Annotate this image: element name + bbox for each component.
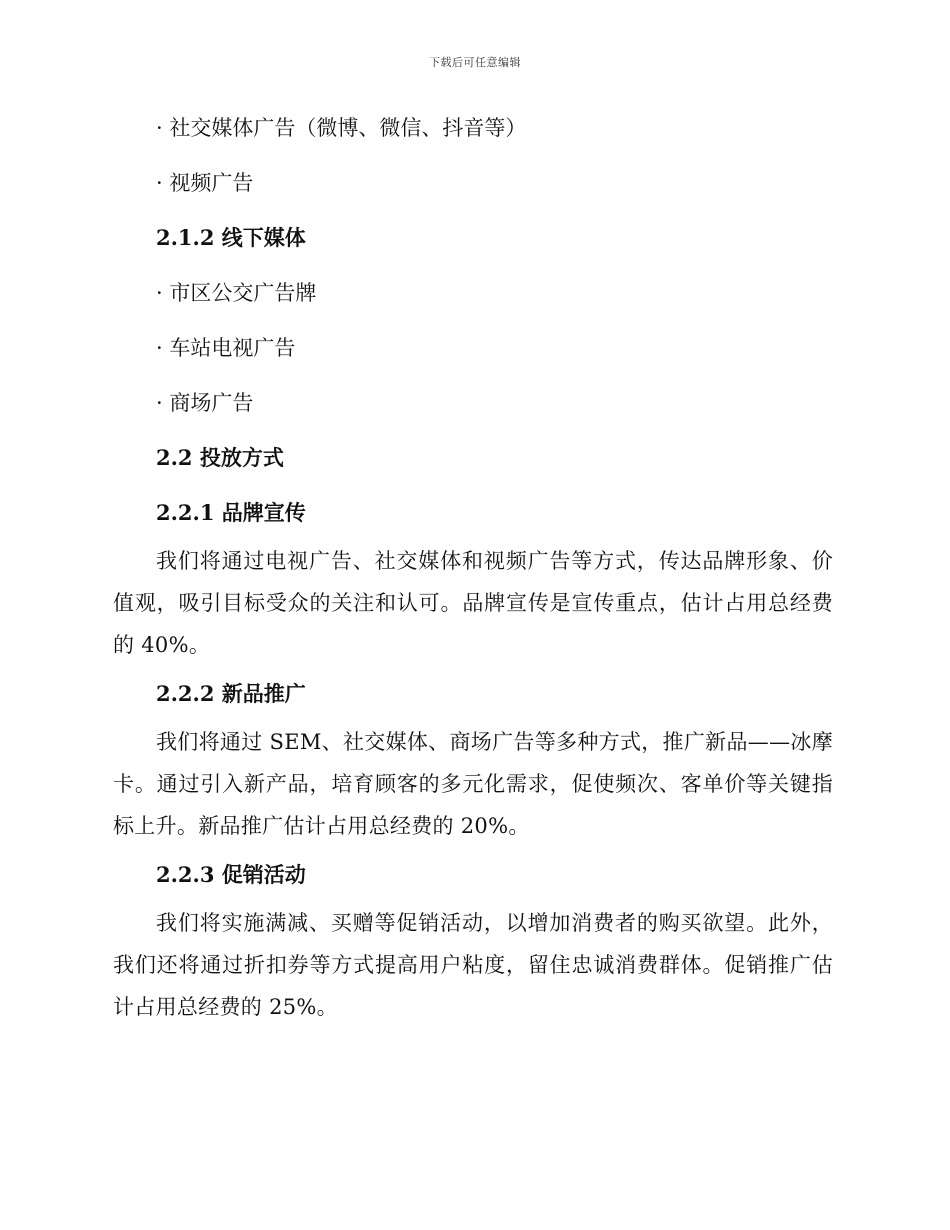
list-item-mall-ads: · 商场广告 [156, 391, 254, 415]
section-heading-offline-media: 2.1.2 线下媒体 [156, 225, 306, 250]
paragraph-brand-promotion: 我们将通过电视广告、社交媒体和视频广告等方式，传达品牌形象、价值观，吸引目标受众的关注和认可。品牌宣传是宣传重点，估计占用总经费的 40%。 [113, 549, 833, 657]
paragraph-new-product: 我们将通过 SEM、社交媒体、商场广告等多种方式，推广新品——冰摩卡。通过引入新产品，培育顾客的多元化需求，促使频次、客单价等关键指标上升。新品推广估计占用总经费的 20%。 [113, 730, 833, 838]
section-heading-new-product: 2.2.2 新品推广 [156, 681, 306, 706]
section-heading-placement-method: 2.2 投放方式 [156, 445, 284, 470]
document-body [113, 113, 833, 1041]
list-item-social-media-ads: · 社交媒体广告（微博、微信、抖音等） [156, 116, 527, 140]
section-heading-promotions: 2.2.3 促销活动 [156, 862, 306, 887]
list-item-bus-billboards: · 市区公交广告牌 [156, 281, 317, 305]
list-item-video-ads: · 视频广告 [156, 171, 254, 195]
section-heading-brand-promotion: 2.2.1 品牌宣传 [156, 500, 306, 525]
list-item-station-tv-ads: · 车站电视广告 [156, 336, 296, 360]
paragraph-promotions: 我们将实施满减、买赠等促销活动，以增加消费者的购买欲望。此外，我们还将通过折扣券等方式提高用户粘度，留住忠诚消费群体。促销推广估计占用总经费的 25%。 [113, 911, 833, 1019]
page-header: 下载后可任意编辑 [429, 56, 521, 69]
